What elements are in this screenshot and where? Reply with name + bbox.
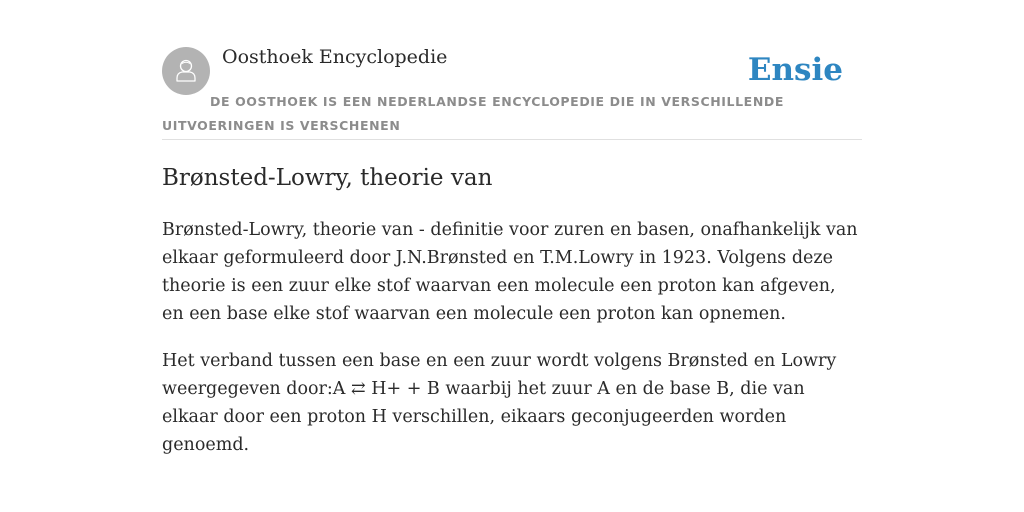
user-icon [171,56,201,86]
page-title: Brønsted-Lowry, theorie van [162,165,493,191]
article-body [162,216,862,478]
page [162,0,862,455]
article-paragraph: Brønsted-Lowry, theorie van - definitie voor zuren en basen, onafhankelijk van elkaar geformuleerd door J.N.Brønsted en T.M.Lowry in 1923. Volgens deze theorie is een zuur elke stof waarvan een molecule een proton kan afgeven, en een base elke stof waarvan een molecule een proton kan opnemen. [162,220,858,324]
author-tagline: DE OOSTHOEK IS EEN NEDERLANDSE ENCYCLOPEDIE DIE IN VERSCHILLENDE UITVOERINGEN IS VERSCHENEN [162,94,784,133]
article-paragraph: Het verband tussen een base en een zuur wordt volgens Brønsted en Lowry weergegeven door:A ⇄ H+ + B waarbij het zuur A en de base B, die van elkaar door een proton H verschillen, eikaars geconjugeerden worden genoemd. [162,351,837,455]
brand-logo[interactable]: Ensie [747,52,843,88]
header [162,0,862,140]
avatar[interactable] [162,47,210,95]
author-name[interactable]: Oosthoek Encyclopedie [222,46,448,68]
